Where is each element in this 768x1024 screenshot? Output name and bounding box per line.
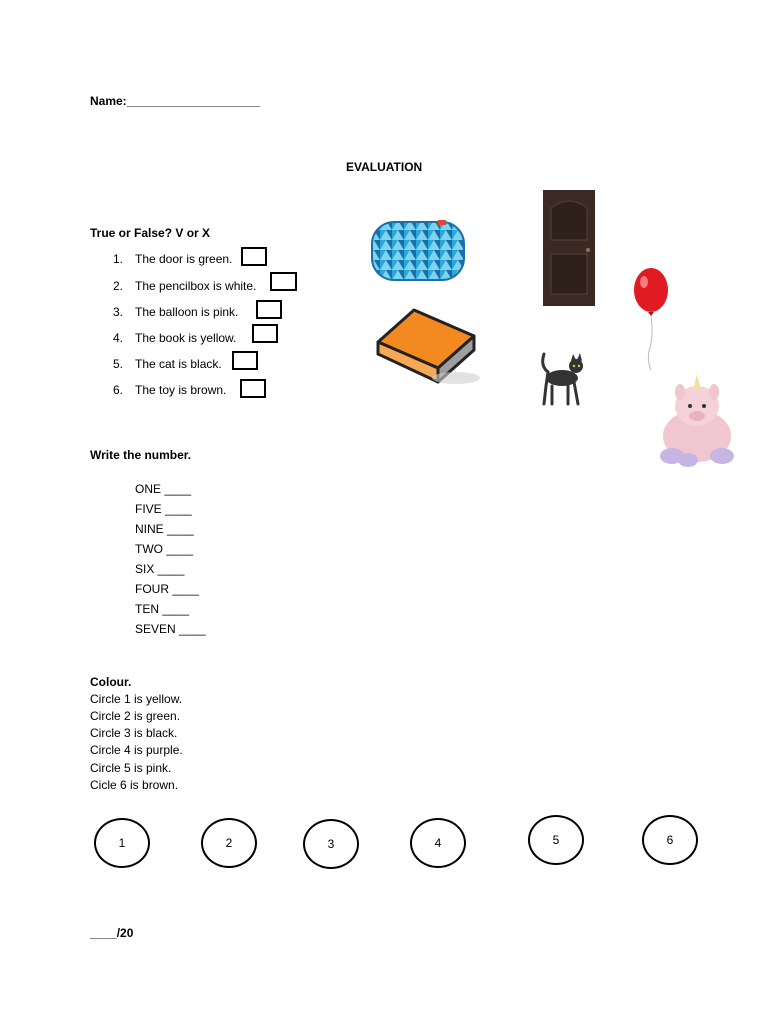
door-image [543, 190, 595, 306]
answer-box-1[interactable] [241, 247, 267, 266]
tf-item [113, 329, 236, 347]
number-word-item: FOUR ____ [135, 582, 200, 596]
colour-instruction: Circle 1 is yellow. [90, 692, 183, 706]
number-word-item: NINE ____ [135, 522, 194, 536]
tf-item-text: The cat is black. [135, 357, 222, 371]
answer-box-6[interactable] [240, 379, 266, 398]
balloon-image [630, 266, 672, 370]
tf-item-number: 5. [113, 357, 124, 371]
tf-item-text: The pencilbox is white. [135, 279, 257, 293]
tf-item [113, 277, 256, 295]
circle-number: 5 [552, 833, 560, 847]
number-word-item: TWO ____ [135, 542, 194, 556]
number-word-item: SIX ____ [135, 562, 185, 576]
circle-number: 1 [118, 836, 126, 850]
number-word-item: SEVEN ____ [135, 622, 206, 636]
tf-item-text: The door is green. [135, 252, 233, 266]
colour-circle-5[interactable] [528, 815, 584, 865]
tf-item [113, 303, 238, 321]
circle-number: 3 [327, 837, 335, 851]
tf-item-text: The balloon is pink. [135, 305, 239, 319]
answer-box-2[interactable] [270, 272, 297, 291]
colour-instruction: Circle 3 is black. [90, 726, 178, 740]
tf-item-text: The book is yellow. [135, 331, 237, 345]
book-image [372, 306, 482, 388]
tf-item [113, 381, 226, 399]
colour-circle-6[interactable] [642, 815, 698, 865]
colour-instruction: Circle 2 is green. [90, 709, 181, 723]
tf-item [113, 250, 232, 268]
colour-circle-3[interactable] [303, 819, 359, 869]
circle-number: 6 [666, 833, 674, 847]
name-field: Name:____________________ [90, 94, 261, 108]
answer-box-4[interactable] [252, 324, 278, 343]
colour-circle-1[interactable] [94, 818, 150, 868]
write-number-heading: Write the number. [90, 448, 192, 462]
page-title: EVALUATION [346, 160, 423, 174]
cat-image [538, 346, 586, 408]
score-field: ____/20 [90, 926, 134, 940]
answer-box-3[interactable] [256, 300, 282, 319]
tf-item-number: 4. [113, 331, 124, 345]
colour-instruction: Circle 4 is purple. [90, 743, 183, 757]
circle-number: 2 [225, 836, 233, 850]
colour-heading: Colour. [90, 675, 132, 689]
tf-item-number: 2. [113, 279, 124, 293]
number-word-item: FIVE ____ [135, 502, 192, 516]
tf-item-text: The toy is brown. [135, 383, 227, 397]
unicorn-toy-image [654, 370, 740, 470]
tf-item-number: 1. [113, 252, 124, 266]
number-word-item: ONE ____ [135, 482, 192, 496]
circle-number: 4 [434, 836, 442, 850]
colour-instruction: Circle 5 is pink. [90, 761, 172, 775]
pencilbox-image [368, 210, 466, 290]
answer-box-5[interactable] [232, 351, 258, 370]
number-word-item: TEN ____ [135, 602, 190, 616]
tf-item-number: 6. [113, 383, 124, 397]
colour-circle-4[interactable] [410, 818, 466, 868]
tf-item [113, 355, 222, 373]
colour-instruction: Cicle 6 is brown. [90, 778, 179, 792]
true-false-heading: True or False? V or X [90, 226, 211, 240]
tf-item-number: 3. [113, 305, 124, 319]
colour-circle-2[interactable] [201, 818, 257, 868]
